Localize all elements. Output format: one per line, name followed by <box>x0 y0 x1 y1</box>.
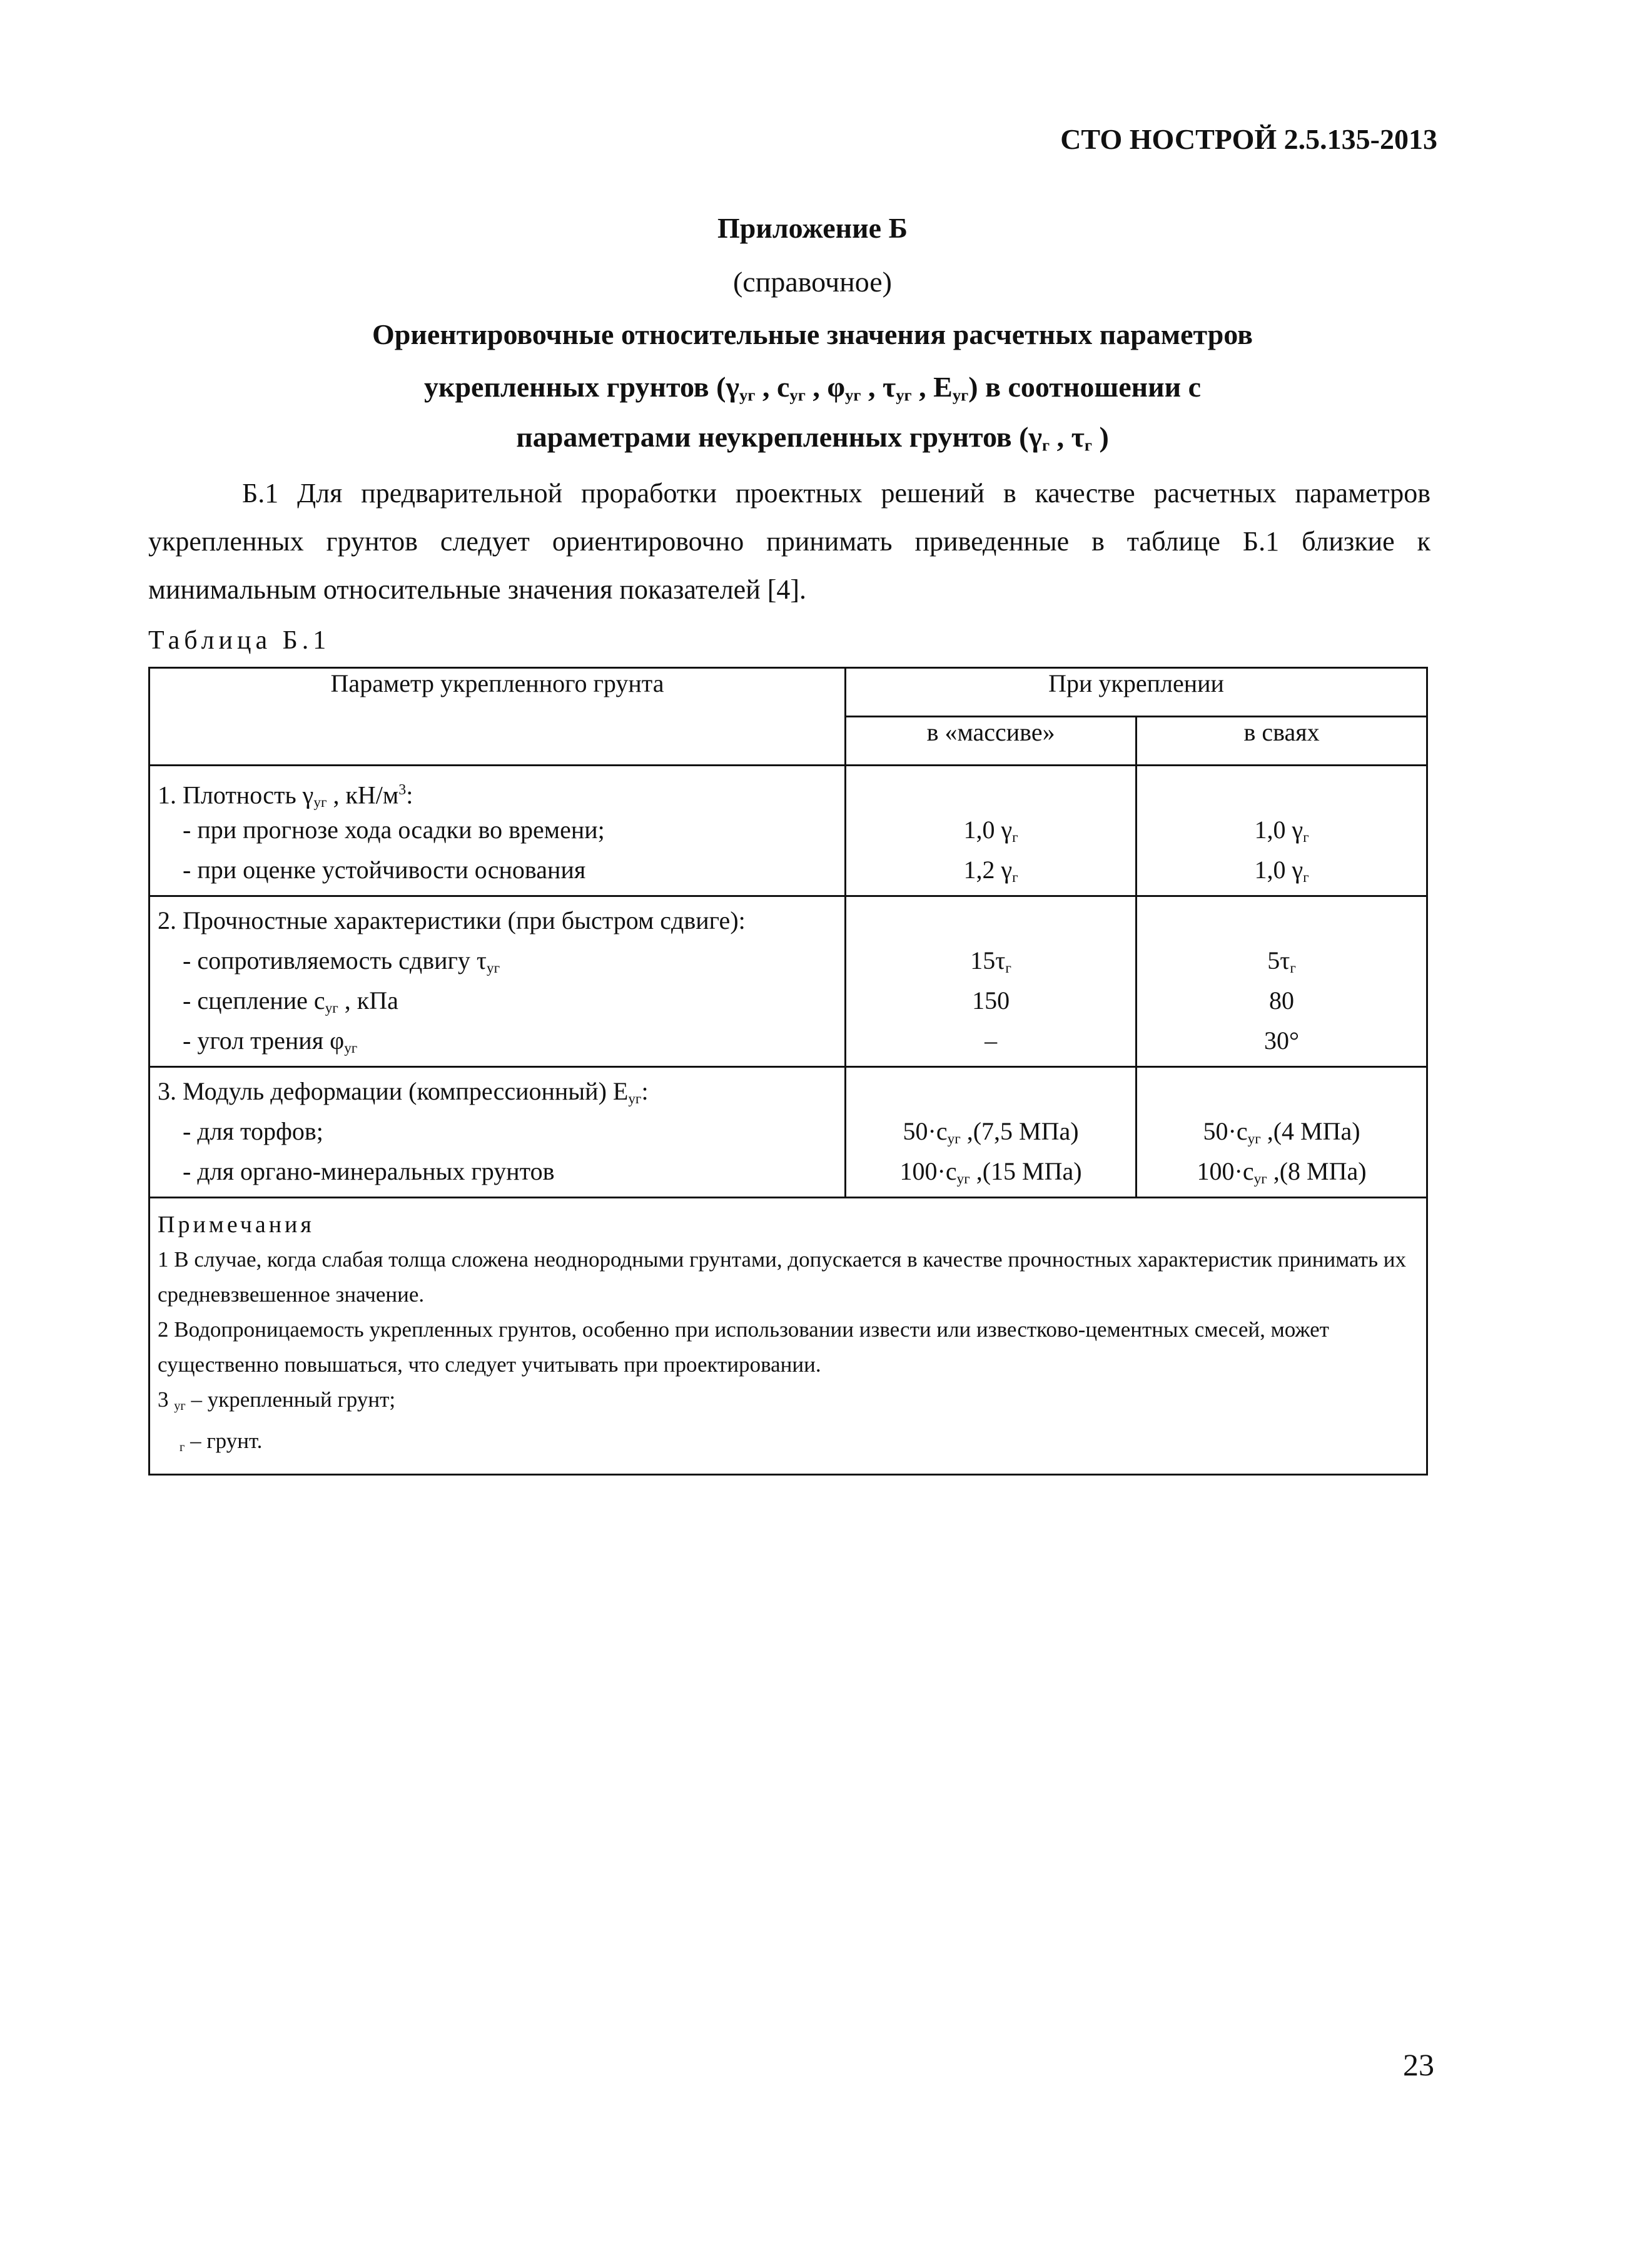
appendix-title-line1: Ориентировочные относительные значения расчетных параметров <box>372 318 1253 350</box>
row-text: - при прогнозе хода осадки во времени; <box>158 816 605 844</box>
table-row <box>149 766 1427 896</box>
appendix-title-line3: параметрами неукрепленных грунтов ($\gamma_г$ , $\tau_г$ ) <box>516 421 1109 455</box>
value-cell: 30° <box>1264 1026 1300 1055</box>
row-text: - при оценке устойчивости основания <box>158 856 586 884</box>
appendix-label: Приложение Б <box>717 212 908 244</box>
value-cell: $15\tau_г$ <box>970 946 1011 976</box>
note-1: 1 В случае, когда слабая толща сложена неоднородными грунтами, допускается в качестве прочностных характеристик принимать их средневзвешенное значение. <box>158 1247 1407 1307</box>
page-number: 23 <box>1403 2047 1434 2082</box>
value-cell: $5\tau_г$ <box>1267 946 1296 976</box>
value-cell: 1,0 $\gamma_г$ <box>1254 816 1309 846</box>
notes-title: Примечания <box>158 1212 315 1238</box>
intro-paragraph: Б.1 Для предварительной проработки проектных решений в качестве расчетных параметров укрепленных грунтов следует ориентировочно принимать приведенные в таблице Б.1 близкие к минимальным относительные значения показателей [4]. <box>148 478 1430 605</box>
value-cell: 1,0 $\gamma_г$ <box>963 816 1018 846</box>
value-cell: 80 <box>1269 986 1295 1015</box>
row-text: 1. Плотность $\gamma_{уг}$ , $кН/м^3$: <box>158 781 413 811</box>
header-mass: в «массиве» <box>846 717 1136 766</box>
appendix-type: (справочное) <box>732 266 893 298</box>
row-text: - для органо-минеральных грунтов <box>158 1157 555 1185</box>
row-text: - сопротивляемость сдвигу $\tau_{уг}$ <box>158 946 500 976</box>
value-cell: $100\cdot с_{уг}$ ,(8 МПа) <box>1197 1157 1367 1187</box>
value-cell: – <box>985 1026 998 1055</box>
document-code: СТО НОСТРОЙ 2.5.135-2013 <box>1060 123 1437 155</box>
header-group: При укреплении <box>846 668 1427 717</box>
value-cell: 150 <box>972 986 1010 1015</box>
row-text: - угол трения $\varphi_{уг}$ <box>158 1026 358 1056</box>
value-cell: $50\cdot с_{уг}$ ,(7,5 МПа) <box>903 1117 1079 1147</box>
table-row <box>149 1067 1427 1198</box>
value-cell: $50\cdot с_{уг}$ ,(4 МПа) <box>1203 1117 1360 1147</box>
note-3a: 3 $_{уг}$ – укрепленный грунт; <box>158 1387 396 1414</box>
row-text: 3. Модуль деформации (компрессионный) $E_{уг}$: <box>158 1077 649 1107</box>
notes-row <box>149 1198 1427 1475</box>
table-caption: Таблица Б.1 <box>148 626 331 655</box>
row-text: - для торфов; <box>158 1117 323 1145</box>
header-param: Параметр укрепленного грунта <box>149 668 846 766</box>
row-text: 2. Прочностные характеристики (при быстром сдвиге): <box>158 906 746 934</box>
appendix-title-line2: укрепленных грунтов ($\gamma_{уг}$ , $с_{уг}$ , $\varphi_{уг}$ , $\tau_{уг}$ , $E_{уг}$) в соотношении с <box>423 371 1202 405</box>
value-cell: 1,2 $\gamma_г$ <box>963 856 1018 886</box>
row-text: - сцепление $с_{уг}$ , кПа <box>158 986 398 1016</box>
note-2: 2 Водопроницаемость укрепленных грунтов, особенно при использовании извести или известково-цементных смесей, может существенно повышаться, что следует учитывать при проектировании. <box>158 1317 1329 1377</box>
note-3b: $_г$ – грунт. <box>180 1429 263 1455</box>
parameters-table <box>148 667 1428 1476</box>
value-cell: $100\cdot с_{уг}$ ,(15 МПа) <box>899 1157 1082 1187</box>
table-row <box>149 896 1427 1067</box>
value-cell: 1,0 $\gamma_г$ <box>1254 856 1309 886</box>
header-piles: в сваях <box>1136 717 1427 766</box>
